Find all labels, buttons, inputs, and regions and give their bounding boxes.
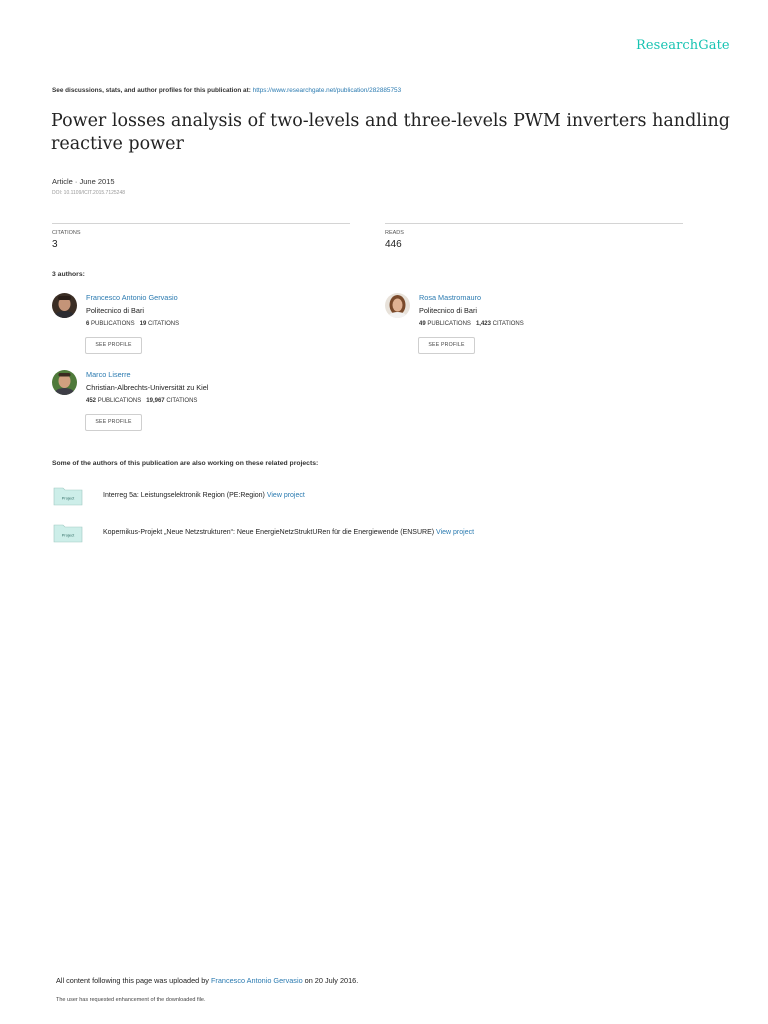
author-institution: Politecnico di Bari <box>86 306 144 315</box>
article-meta: Article · June 2015 <box>52 177 115 186</box>
authors-heading: 3 authors: <box>52 271 85 278</box>
citations-divider <box>52 223 350 224</box>
author-name-link[interactable]: Marco Liserre <box>86 370 131 379</box>
project-icon-label: Project <box>61 495 75 501</box>
project-item <box>103 492 305 499</box>
author-institution: Politecnico di Bari <box>419 306 477 315</box>
avatar[interactable] <box>385 293 410 318</box>
author-institution: Christian-Albrechts-Universität zu Kiel <box>86 383 209 392</box>
publications-label: PUBLICATIONS <box>97 398 142 404</box>
researchgate-logo[interactable]: ResearchGate <box>636 38 730 53</box>
publications-count: 49 <box>419 321 426 327</box>
citations-label: CITATIONS <box>166 398 198 404</box>
enhancement-note: The user has requested enhancement of the downloaded file. <box>56 997 206 1003</box>
project-icon <box>53 523 83 543</box>
reads-label: READS <box>385 230 404 236</box>
citations-label: CITATIONS <box>147 321 180 327</box>
publications-count: 452 <box>86 398 97 404</box>
doi-text: DOI: 10.1109/ICIT.2015.7125248 <box>52 190 126 196</box>
discussion-text: See discussions, stats, and author profiles for this publication at: <box>52 87 253 94</box>
project-item <box>103 529 474 536</box>
reads-divider <box>385 223 683 224</box>
avatar[interactable] <box>52 370 77 395</box>
author-counts <box>419 321 524 327</box>
publication-url-link[interactable]: https://www.researchgate.net/publication/282885753 <box>252 87 402 94</box>
publications-label: PUBLICATIONS <box>427 321 471 327</box>
project-icon <box>53 486 83 506</box>
citations-count: 19 <box>139 321 147 327</box>
author-name-link[interactable]: Francesco Antonio Gervasio <box>86 293 178 302</box>
citations-value: 3 <box>52 239 58 250</box>
citations-label: CITATIONS <box>52 230 81 236</box>
see-profile-button[interactable]: SEE PROFILE <box>85 337 142 354</box>
reads-value: 446 <box>385 239 402 250</box>
avatar[interactable] <box>52 293 77 318</box>
view-project-link[interactable]: View project <box>436 529 475 536</box>
upload-notice <box>56 976 358 985</box>
project-icon-label: Project <box>61 532 75 538</box>
project-title: Interreg 5a: Leistungselektronik Region (PE:Region) <box>103 492 267 499</box>
citations-count: 1,423 <box>475 321 491 327</box>
discussion-line <box>52 87 401 94</box>
publications-count: 6 <box>86 321 90 327</box>
author-name-link[interactable]: Rosa Mastromauro <box>419 293 482 302</box>
publication-title: Power losses analysis of two-levels and three-levels PWM inverters handling reactive power <box>51 111 730 154</box>
view-project-link[interactable]: View project <box>266 492 305 499</box>
author-counts <box>86 398 197 404</box>
citations-label: CITATIONS <box>492 321 524 327</box>
citations-count: 19,967 <box>146 398 165 404</box>
see-profile-button[interactable]: SEE PROFILE <box>85 414 142 431</box>
project-title: Kopernikus-Projekt „Neue Netzstrukturen“: Neue EnergieNetzStruktURen für die Energiewende (ENSURE) <box>103 529 437 536</box>
related-projects-heading: Some of the authors of this publication are also working on these related projects: <box>52 460 319 467</box>
upload-prefix: All content following this page was uploaded by <box>56 976 211 985</box>
publications-label: PUBLICATIONS <box>91 321 135 327</box>
uploader-link[interactable]: Francesco Antonio Gervasio <box>210 976 303 985</box>
upload-suffix: on 20 July 2016. <box>302 976 359 985</box>
see-profile-button[interactable]: SEE PROFILE <box>418 337 475 354</box>
author-counts <box>86 321 179 327</box>
